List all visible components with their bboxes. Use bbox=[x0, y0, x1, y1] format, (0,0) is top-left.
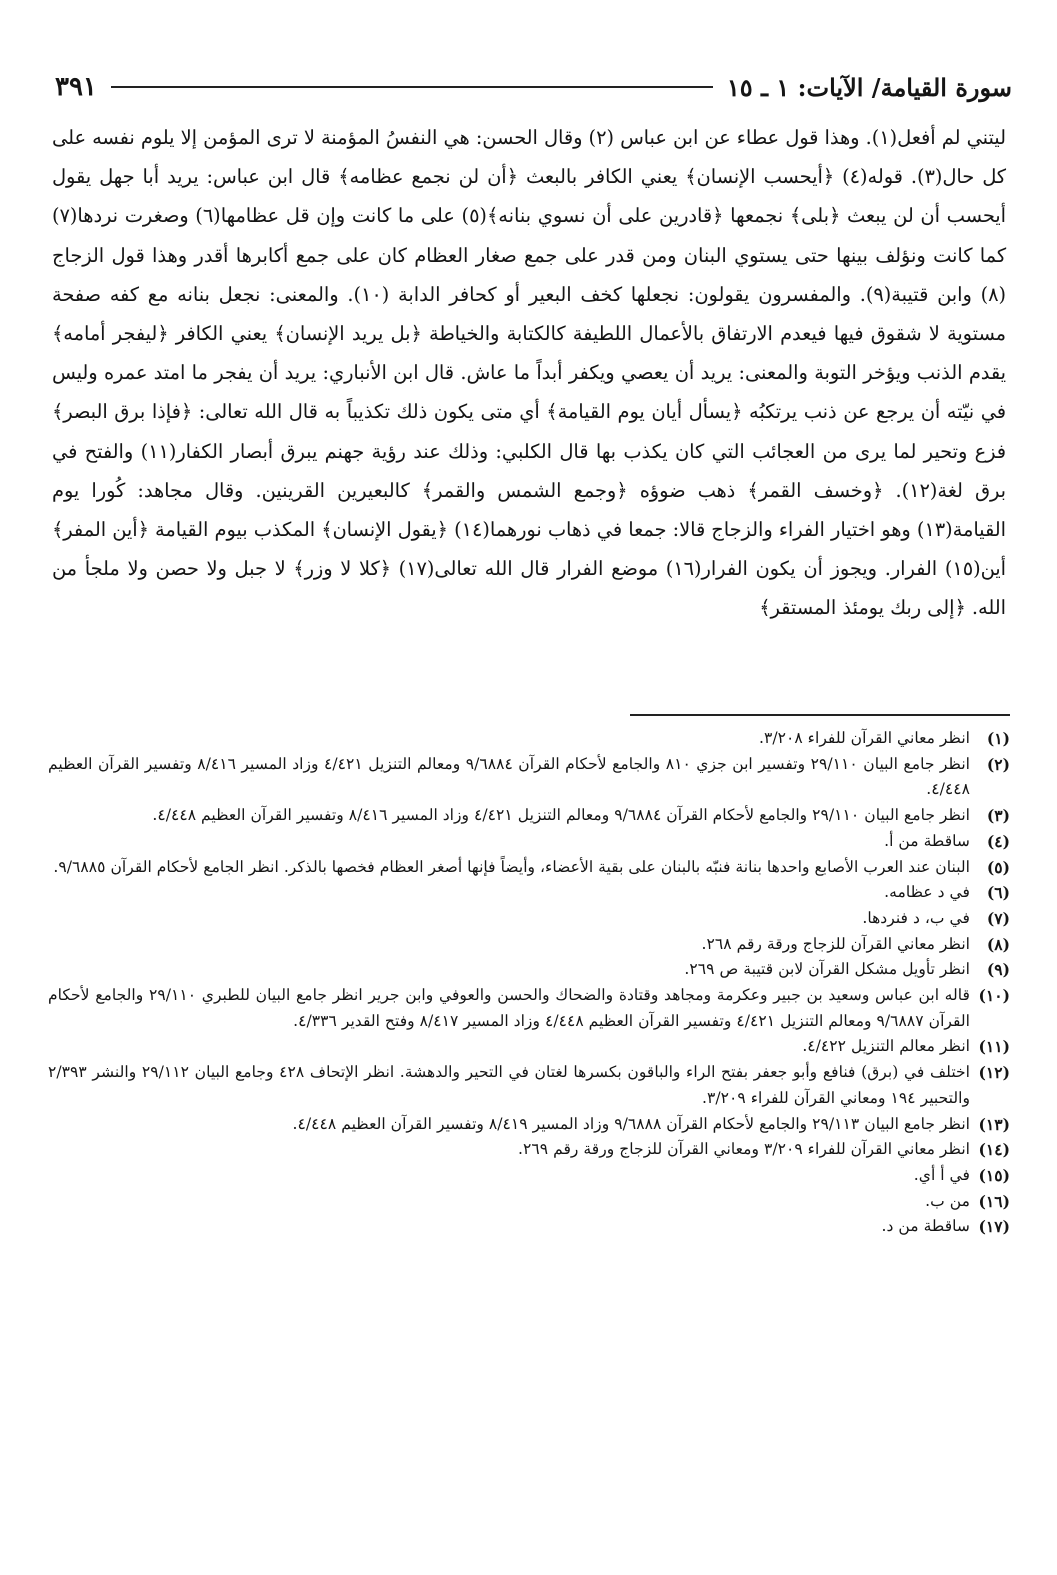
page-number: ٣٩١ bbox=[55, 72, 97, 102]
footnote-number: (٨) bbox=[986, 934, 1010, 954]
footnote-3 bbox=[48, 803, 1010, 829]
footnote-number: (١) bbox=[986, 729, 1010, 748]
footnote-number: (١٢) bbox=[978, 1063, 1010, 1083]
footnote-4 bbox=[48, 829, 1010, 855]
footnote-number: (٥) bbox=[986, 857, 1010, 877]
footnote-number: (٩) bbox=[986, 960, 1010, 980]
footnote-number: (٧) bbox=[986, 908, 1010, 928]
footnote-text: انظر معاني القرآن للفراء ٣/٢٠٨. bbox=[758, 729, 970, 747]
footnote-9 bbox=[48, 957, 1010, 983]
footnote-number: (١٥) bbox=[978, 1165, 1010, 1185]
footnote-11 bbox=[48, 1034, 1010, 1060]
page-header bbox=[55, 66, 1012, 108]
footnote-text: انظر جامع البيان ٢٩/١١٠ والجامع لأحكام القرآن ٩/٦٨٨٤ ومعالم التنزيل ٤/٤٢١ وزاد المسير ٨/٤١٦ وتفسير القرآن العظيم ٤/٤٤٨. bbox=[152, 806, 970, 825]
footnote-number: (١١) bbox=[978, 1037, 1010, 1057]
footnote-text: اختلف في (برق) فنافع وأبو جعفر بفتح الراء والباقون بكسرها لغتان في التحير والدهشة. انظر الإتحاف ٤٢٨ وجامع البيان ٢٩/١١٢ والنشر ٢/٣٩٣ والتحبير ١٩٤ ومعاني القرآن للفراء ٣/٢٠٩. bbox=[48, 1063, 970, 1107]
footnote-text: انظر معاني القرآن للزجاج ورقة رقم ٢٦٨. bbox=[701, 934, 970, 953]
footnote-text: في د عظامه. bbox=[884, 883, 970, 902]
footnote-number: (٣) bbox=[986, 806, 1010, 826]
footnote-16 bbox=[48, 1189, 1010, 1215]
footnote-17 bbox=[48, 1214, 1010, 1240]
footnote-6 bbox=[48, 880, 1010, 906]
footnote-text: في ب، د فنردها. bbox=[862, 908, 970, 927]
chapter-title: سورة القيامة/ الآيات: ١ ـ ١٥ bbox=[726, 72, 1012, 102]
footnote-text: ساقطة من د. bbox=[881, 1217, 970, 1236]
footnote-number: (١٠) bbox=[978, 986, 1010, 1006]
footnotes-list bbox=[48, 726, 1010, 1240]
footnote-12 bbox=[48, 1060, 1010, 1111]
footnote-text: انظر تأويل مشكل القرآن لابن قتيبة ص ٢٦٩. bbox=[684, 960, 970, 979]
footnote-text: في أ أي. bbox=[913, 1165, 970, 1184]
footnote-text: قاله ابن عباس وسعيد بن جبير وعكرمة ومجاهد وقتادة والضحاك والحسن والعوفي وابن جرير انظر جامع البيان للطبري ٢٩/١١٠ والجامع لأحكام القرآن ٩/٦٨٨٧ ومعالم التنزيل ٤/٤٢١ وتفسير القرآن العظيم ٤/٤٤٨ وزاد المسير ٨/٤١٧ وفتح القدير ٤/٣٣٦. bbox=[48, 986, 970, 1030]
footnote-number: (٦) bbox=[986, 883, 1010, 903]
footnote-1 bbox=[48, 726, 1010, 752]
footnote-14 bbox=[48, 1137, 1010, 1163]
footnote-number: (١٧) bbox=[978, 1217, 1010, 1237]
footnote-2 bbox=[48, 752, 1010, 803]
footnote-number: (١٣) bbox=[978, 1114, 1010, 1134]
main-text-block bbox=[52, 118, 1006, 628]
footnote-13 bbox=[48, 1112, 1010, 1138]
footnote-number: (١٤) bbox=[978, 1140, 1010, 1160]
main-paragraph: ليتني لم أفعل(١). وهذا قول عطاء عن ابن عباس (٢) وقال الحسن: هي النفسُ المؤمنة لا ترى المؤمن إلا يلوم نفسه على كل حال(٣). قوله(٤) ﴿أيحسب الإنسان﴾ يعني الكافر بالبعث ﴿أن لن نجمع عظامه﴾ قال ابن عباس: يريد أبا جهل يقول أيحسب أن لن يبعث ﴿بلى﴾ نجمعها ﴿قادرين على أن نسوي بنانه﴾(٥) على ما كانت وإن قل عظامها(٦) وصغرت نردها(٧) كما كانت ونؤلف بينها حتى يستوي البنان ومن قدر على جمع صغار العظام كان على جمع أكابرها أقدر وهذا قول الزجاج (٨) وابن قتيبة(٩). والمفسرون يقولون: نجعلها كخف البعير أو كحافر الدابة (١٠). والمعنى: نجعل بنانه مع كفه صفحة مستوية لا شقوق فيها فيعدم الارتفاق بالأعمال اللطيفة كالكتابة والخياطة ﴿بل يريد الإنسان﴾ يعني الكافر ﴿ليفجر أمامه﴾ يقدم الذنب ويؤخر التوبة والمعنى: يريد أن يعصي ويكفر أبداً ما عاش. قال ابن الأنباري: يريد أن يفجر ما امتد عمره وليس في نيّته أن يرجع عن ذنب يرتكبُه ﴿يسأل أيان يوم القيامة﴾ أي متى يكون ذلك تكذيباً به قال الله تعالى: ﴿فإذا برق البصر﴾ فزع وتحير لما يرى من العجائب التي كان يكذب بها قال الكلبي: وذلك عند رؤية جهنم يبرق أبصار الكفار(١١) والفتح في برق لغة(١٢). ﴿وخسف القمر﴾ ذهب ضوؤه ﴿وجمع الشمس والقمر﴾ كالبعيرين القرينين. وقال مجاهد: كُورا يوم القيامة(١٣) وهو اختيار الفراء والزجاج قالا: جمعا في ذهاب نورهما(١٤) ﴿يقول الإنسان﴾ المكذب بيوم القيامة ﴿أين المفر﴾ أين(١٥) الفرار. ويجوز أن يكون الفرار(١٦) موضع الفرار قال الله تعالى(١٧) ﴿كلا لا وزر﴾ لا جبل ولا حصن ولا ملجأ من الله. ﴿إلى ربك يومئذ المستقر﴾ bbox=[52, 126, 1007, 620]
footnote-7 bbox=[48, 906, 1010, 932]
footnote-text: انظر معالم التنزيل ٤/٤٢٢. bbox=[802, 1037, 970, 1056]
footnote-text: البنان عند العرب الأصابع واحدها بنانة فنبّه بالبنان على بقية الأعضاء، وأيضاً فإنها أصغر العظام فخصها بالذكر. انظر الجامع لأحكام القرآن ٩/٦٨٨٥. bbox=[53, 857, 970, 876]
footnote-separator bbox=[630, 714, 1010, 716]
header-rule bbox=[111, 86, 713, 88]
footnote-8 bbox=[48, 932, 1010, 958]
footnote-15 bbox=[48, 1163, 1010, 1189]
footnote-10 bbox=[48, 983, 1010, 1034]
footnote-text: من ب. bbox=[925, 1191, 970, 1210]
footnote-text: انظر معاني القرآن للفراء ٣/٢٠٩ ومعاني القرآن للزجاج ورقة رقم ٢٦٩. bbox=[518, 1140, 970, 1159]
footnote-text: ساقطة من أ. bbox=[884, 831, 970, 850]
footnote-5 bbox=[48, 855, 1010, 881]
footnote-number: (١٦) bbox=[978, 1191, 1010, 1211]
footnote-text: انظر جامع البيان ٢٩/١١٣ والجامع لأحكام القرآن ٩/٦٨٨٨ وزاد المسير ٨/٤١٩ وتفسير القرآن العظيم ٤/٤٤٨. bbox=[292, 1114, 970, 1133]
footnote-number: (٢) bbox=[986, 754, 1010, 774]
footnote-number: (٤) bbox=[986, 831, 1010, 851]
footnote-text: انظر جامع البيان ٢٩/١١٠ وتفسير ابن جزي ٨١٠ والجامع لأحكام القرآن ٩/٦٨٨٤ ومعالم التنزيل ٤/٤٢١ وزاد المسير ٨/٤١٦ وتفسير القرآن العظيم ٤/٤٤٨. bbox=[48, 754, 970, 799]
